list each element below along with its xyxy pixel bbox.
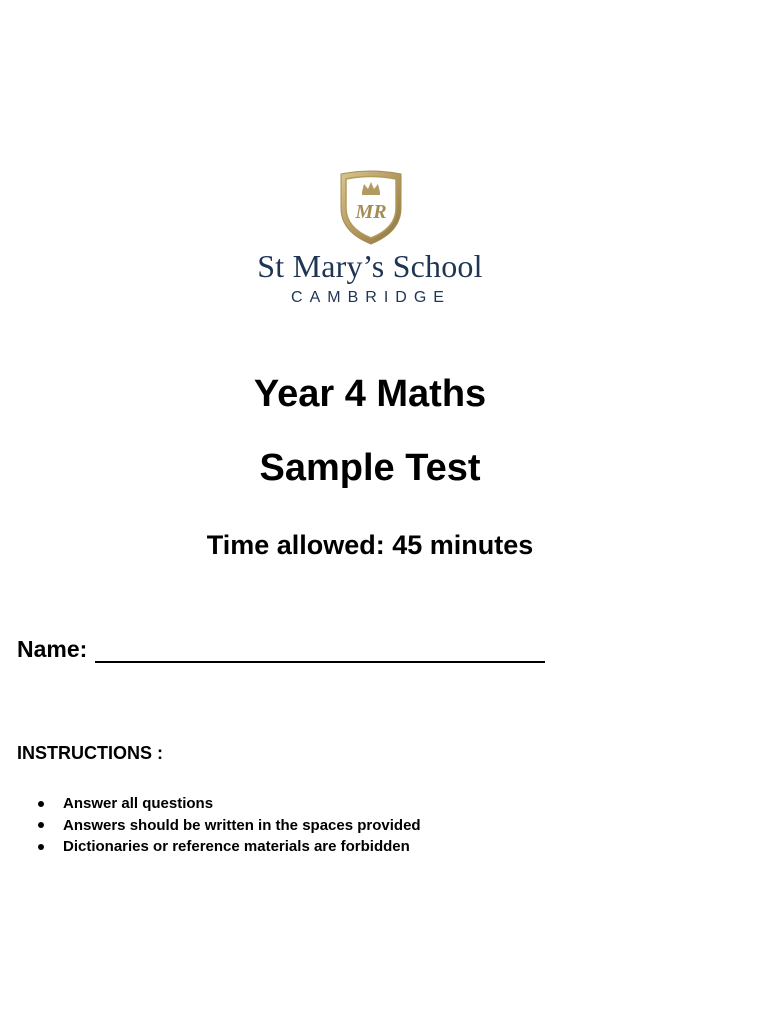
instruction-text: Dictionaries or reference materials are forbidden — [63, 838, 410, 856]
test-subtitle: Sample Test — [259, 447, 481, 489]
list-item — [38, 793, 421, 815]
list-item — [38, 836, 421, 858]
time-allowed: Time allowed: 45 minutes — [206, 530, 534, 560]
school-city: CAMBRIDGE — [291, 289, 451, 306]
instructions-list — [38, 793, 421, 858]
bullet-icon — [38, 844, 44, 850]
list-item — [38, 815, 421, 837]
st-marys-crest-icon — [337, 168, 405, 246]
bullet-icon — [38, 801, 44, 807]
test-title: Year 4 Maths — [253, 373, 487, 415]
bullet-icon — [38, 822, 44, 828]
school-name: St Mary’s School — [257, 248, 483, 284]
instruction-text: Answer all questions — [63, 795, 214, 813]
name-answer-line[interactable] — [95, 639, 545, 663]
instruction-text: Answers should be written in the spaces provided — [63, 816, 421, 834]
name-field[interactable] — [17, 636, 545, 663]
svg-text:MR: MR — [355, 201, 387, 223]
name-label: Name: — [17, 636, 88, 662]
instructions-heading: INSTRUCTIONS : — [17, 743, 163, 763]
